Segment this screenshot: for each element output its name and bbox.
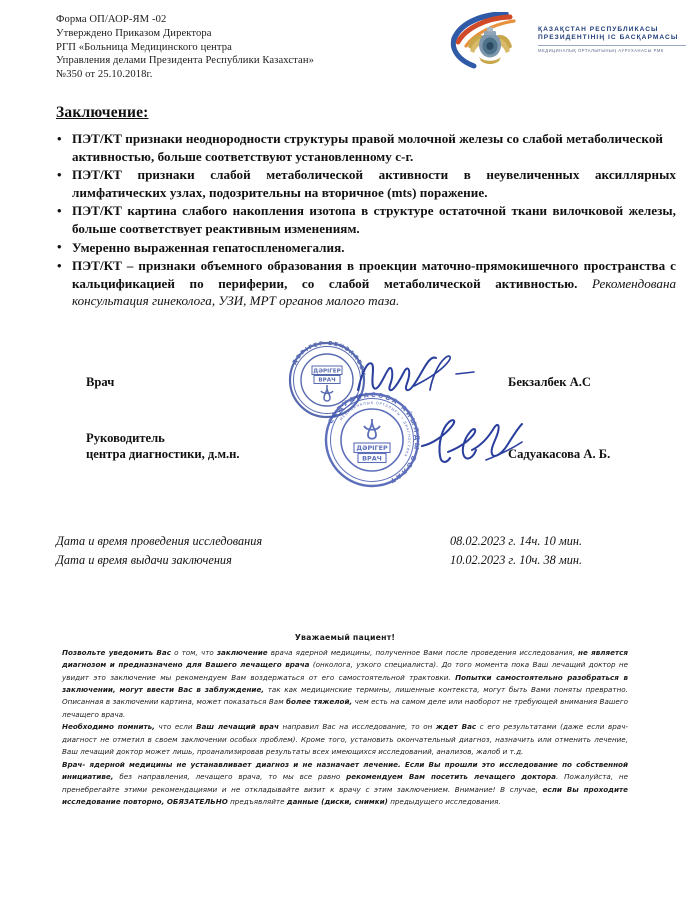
signature-role-head-line2: центра диагностики, д.м.н. (86, 447, 240, 461)
form-line: Утверждено Приказом Директора (56, 27, 212, 39)
signature-role-doctor: Врач (86, 375, 115, 389)
bullet-text: ПЭТ/КТ признаки слабой метаболической активности в неувеличенных аксиллярных лимфатических узлах, подозрительны на вторичное (mts) поражение. (72, 167, 676, 200)
svg-text:САДУАКАСОВА АЙЫЛДЫ БОЛАТ: САДУАКАСОВА АЙЫЛДЫ БОЛАТ (326, 390, 422, 486)
signature-name-doctor: Бекзалбек А.С (508, 375, 592, 389)
svg-text:ВРАЧ: ВРАЧ (362, 454, 382, 463)
handwritten-signature-doctor (352, 350, 492, 410)
bullet-text: ПЭТ/КТ – признаки объемного образования в проекции маточно-прямокишечного пространства с кальцификацией по периферии, со слабой метаболической активностью. (72, 258, 676, 291)
svg-text:ДӘРІГЕР: ДӘРІГЕР (313, 368, 341, 375)
logo-line-2: ПРЕЗИДЕНТІНІҢ ІС БАСҚАРМАСЫ (538, 34, 679, 42)
conclusion-bullet-item (72, 130, 676, 165)
svg-text:МЕДИЦИНАЛЫҚ ОРТАЛЫҒЫ • ДИАГНОС: МЕДИЦИНАЛЫҚ ОРТАЛЫҒЫ • ДИАГНОСТИКА (339, 400, 412, 458)
handwritten-signature-head (418, 416, 538, 478)
signature-role-head (86, 430, 240, 462)
conclusion-bullet-item (72, 239, 676, 257)
conclusion-bullet-item (72, 166, 676, 201)
organization-logo (444, 12, 688, 78)
date-label: Дата и время проведения исследования (56, 534, 263, 548)
svg-text:ДӘРІГЕР БЕКЗАЛБЕК: ДӘРІГЕР БЕКЗАЛБЕК (291, 340, 366, 378)
conclusion-bullet-item (72, 257, 676, 310)
svg-text:ВРАЧ: ВРАЧ (318, 377, 336, 384)
patient-notice-paragraph: Необходимо помнить, что если Ваш лечащий врач направил Вас на исследование, то он ждет Вас с его результатами (даже если врач-диагност не отметил в своем заключении особых проблем). Кроме того, установить окончательный диагноз, назначить или отменить лечение, Ваш лечащий доктор может лишь, проанализировав результаты всех имеющихся исследований, анализов, жалоб и т.д. (62, 722, 628, 757)
patient-notice-title: Уважаемый пациент! (294, 633, 396, 642)
date-row (56, 532, 656, 551)
bullet-text: ПЭТ/КТ признаки неоднородности структуры правой молочной железы со слабой метаболической активностью, больше соответствуют установленному с-г. (72, 131, 664, 164)
form-reference-block (56, 13, 314, 82)
date-row (56, 551, 656, 570)
svg-text:ДӘРІГЕР: ДӘРІГЕР (356, 444, 388, 453)
patient-notice-paragraph: Врач- ядерной медицины не устанавливает диагноз и не назначает лечение. Если Вы прошли это исследование по собственной инициативе, без направления, лечащего врача, то мы все равно рекомендуем Вам посетить лечащего доктора. Пожалуйста, не пренебрегайте этими рекомендациями и не откладывайте визит к врачу с этим заключением. Внимание! В случае, если Вы проходите исследование повторно, ОБЯЗАТЕЛЬНО предъявляйте данные (диски, снимки) предыдущего исследования. (62, 759, 628, 806)
logo-subtitle: МЕДИЦИНАЛЫҚ ОРТАЛЫҒЫНЫҢ АУРУХАНАСЫ РМК (538, 47, 664, 53)
logo-text-block (538, 26, 688, 54)
form-line: Управления делами Президента Республики Казахстан» (56, 55, 314, 67)
signature-role-head-line1: Руководитель (86, 431, 165, 445)
conclusion-heading: Заключение: (56, 104, 149, 121)
logo-divider (538, 45, 686, 46)
date-label: Дата и время выдачи заключения (56, 552, 232, 567)
date-block (56, 532, 656, 569)
logo-line-1: ҚАЗАҚСТАН РЕСПУБЛИКАСЫ (538, 26, 659, 33)
patient-notice-block (62, 632, 628, 809)
date-value: 08.02.2023 г. 14ч. 10 мин. (450, 534, 583, 548)
date-value: 10.02.2023 г. 10ч. 38 мин. (450, 552, 583, 567)
bullet-recommendation-note: Рекомендована консультация гинеколога, УЗИ, МРТ органов малого таза. (72, 275, 676, 309)
signature-name-head: Садуакасова А. Б. (508, 447, 611, 461)
form-line: Форма ОП/АОР-ЯМ -02 (56, 14, 167, 25)
bullet-text: ПЭТ/КТ картина слабого накопления изотопа в структуре остаточной ткани вилочковой железы, больше соответствует реактивным изменениям. (72, 203, 676, 236)
form-line: №350 от 25.10.2018г. (56, 69, 153, 81)
bullet-text: Умеренно выраженная гепатоспленомегалия. (72, 239, 345, 255)
patient-notice-paragraph: Позвольте уведомить Вас о том, что заключение врача ядерной медицины, полученное Вами после проведения исследования, не является диагнозом и предназначено для Вашего лечащего врача (онколога, узкого специалиста). До того момента пока Ваш лечащий доктор не увидит это заключение мы рекомендуем Вам воздержаться от его самостоятельной трактовки. Попытки самостоятельно разобраться в заключении, могут ввести Вас в заблуждение, так как медицинские термины, лишенные контекста, могут быть Вами поняты превратно. Описанная в заключении картина, может показаться Вам более тяжелой, чем есть на самом деле или наоборот не требующей внимания Вашего лечащего врача. (62, 647, 629, 719)
conclusion-bullet-item (72, 202, 676, 237)
document-header (0, 10, 690, 96)
kazakhstan-state-emblem-icon (444, 12, 536, 74)
form-line: РГП «Больница Медицинского центра (56, 41, 232, 53)
conclusion-bullet-list (46, 130, 676, 311)
